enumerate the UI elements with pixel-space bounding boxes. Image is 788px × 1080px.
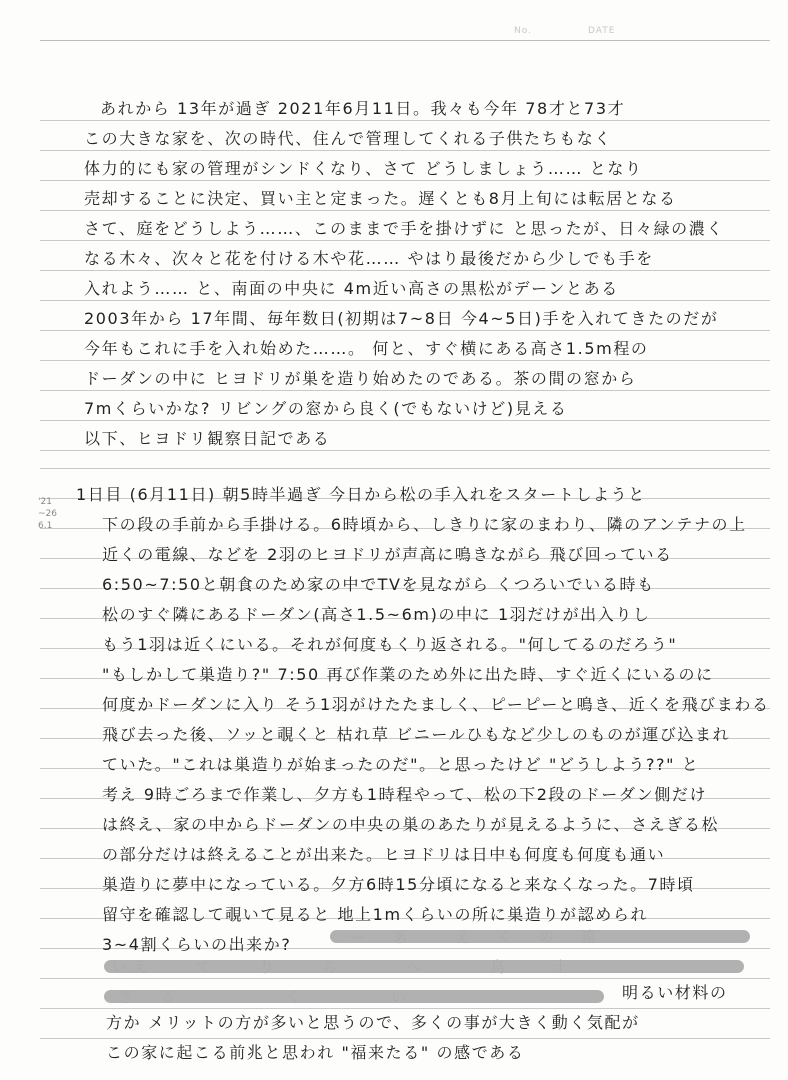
diary-line: 下の段の手前から手掛ける。6時頃から、しきりに家のまわり、隣のアンテナの上 [102, 515, 747, 534]
intro-line: 入れよう…… と、南面の中央に 4m近い高さの黒松がデーンとある [84, 279, 619, 298]
margin-note [38, 496, 57, 532]
diary-line: "もしかして巣造り?" 7:50 再び作業のため外に出た時、すぐ近くにいるのに [102, 665, 714, 684]
diary-line: の部分だけは終えることが出来た。ヒヨドリは日中も何度も何度も通い [102, 845, 666, 864]
diary-line: は終え、家の中からドーダンの中央の巣のあたりが見えるように、さえぎる松 [102, 815, 720, 834]
ruled-line [40, 1038, 770, 1039]
intro-line: 売却することに決定、買い主と定まった。遅くとも8月上旬には転居となる [84, 189, 677, 208]
ruled-line [40, 120, 770, 121]
intro-line: この大きな家を、次の時代、住んで管理してくれる子供たちもなく [84, 129, 613, 148]
diary-line: 何度かドーダンに入り そう1羽がけたたましく、ピーピーと鳴き、近くを飛びまわる [102, 695, 770, 714]
intro-line: ドーダンの中に ヒヨドリが巣を造り始めたのである。茶の間の窓から [84, 369, 637, 388]
ruled-line [40, 150, 770, 151]
intro-line: さて、庭をどうしよう……、このままで手を掛けずに と思ったが、日々緑の濃く [84, 219, 724, 238]
margin-note-line: '21 [38, 497, 52, 507]
ruled-line [40, 240, 770, 241]
diary-line: もう1羽は近くにいる。それが何度もくり返される。"何してるのだろう" [102, 635, 678, 654]
intro-line: 以下、ヒヨドリ観察日記である [84, 429, 331, 448]
ruled-line [40, 390, 770, 391]
ruled-line [40, 180, 770, 181]
intro-line: あれから 13年が過ぎ 2021年6月11日。我々も今年 78才と73才 [100, 99, 626, 118]
intro-line: 7mくらいかな? リビングの窓から良く(でもないけど)見える [84, 399, 568, 418]
diary-line: 方か メリットの方が多いと思うので、多くの事が大きく動く気配が [106, 1013, 640, 1032]
intro-line: 今年もこれに手を入れ始めた……。 何と、すぐ横にある高さ1.5m程の [84, 339, 649, 358]
ruled-line [40, 330, 770, 331]
ruled-line [40, 210, 770, 211]
diary-line: 3~4割くらいの出来か? [102, 935, 292, 954]
ruled-line [40, 450, 770, 451]
margin-note-line: ~26 [38, 509, 57, 519]
ruled-line [40, 360, 770, 361]
redaction-bar [104, 960, 744, 973]
diary-line: 近くの電線、などを 2羽のヒヨドリが声高に鳴きながら 飛び回っている [102, 545, 673, 564]
intro-line: 2003年から 17年間、毎年数日(初期は7~8日 今4~5日)手を入れてきたのだが [84, 309, 719, 328]
diary-line: ていた。"これは巣造りが始まったのだ"。と思ったけど "どうしよう??" と [102, 755, 700, 774]
diary-line: 1日目 (6月11日) 朝5時半過ぎ 今日から松の手入れをスタートしようと [76, 485, 646, 504]
diary-line: この家に起こる前兆と思われ "福来たる" の感である [106, 1043, 525, 1062]
ruled-line [40, 1008, 770, 1009]
no-label: No. [514, 26, 532, 36]
ruled-line [40, 270, 770, 271]
date-label: DATE [588, 26, 616, 36]
redaction-bar [104, 990, 604, 1003]
margin-note-line: 6.1 [38, 521, 53, 531]
ruled-line [40, 978, 770, 979]
ruled-line [40, 420, 770, 421]
intro-line: 体力的にも家の管理がシンドくなり、さて どうしましょう…… となり [84, 159, 643, 178]
diary-line: 留守を確認して覗いて見ると 地上1mくらいの所に巣造りが認められ [102, 905, 649, 924]
diary-line: 松のすぐ隣にあるドーダン(高さ1.5~6m)の中に 1羽だけが出入りし [102, 605, 651, 624]
diary-line: 考え 9時ごろまで作業し、夕方も1時程やって、松の下2段のドーダン側だけ [102, 785, 708, 804]
ruled-line [40, 300, 770, 301]
diary-line: 6:50~7:50と朝食のため家の中でTVを見ながら くつろいでいる時も [102, 575, 655, 594]
intro-line: なる木々、次々と花を付ける木や花…… やはり最後だから少しでも手を [84, 249, 654, 268]
diary-line: 巣造りに夢中になっている。夕方6時15分頃になると来なくなった。7時頃 [102, 875, 695, 894]
redaction-bar [330, 930, 750, 943]
ruled-line [40, 468, 770, 469]
diary-line: 明るい材料の [622, 983, 728, 1002]
diary-line: 飛び去った後、ソッと覗くと 枯れ草 ビニールひもなど少しのものが運び込まれ [102, 725, 731, 744]
header-rule [40, 40, 770, 41]
